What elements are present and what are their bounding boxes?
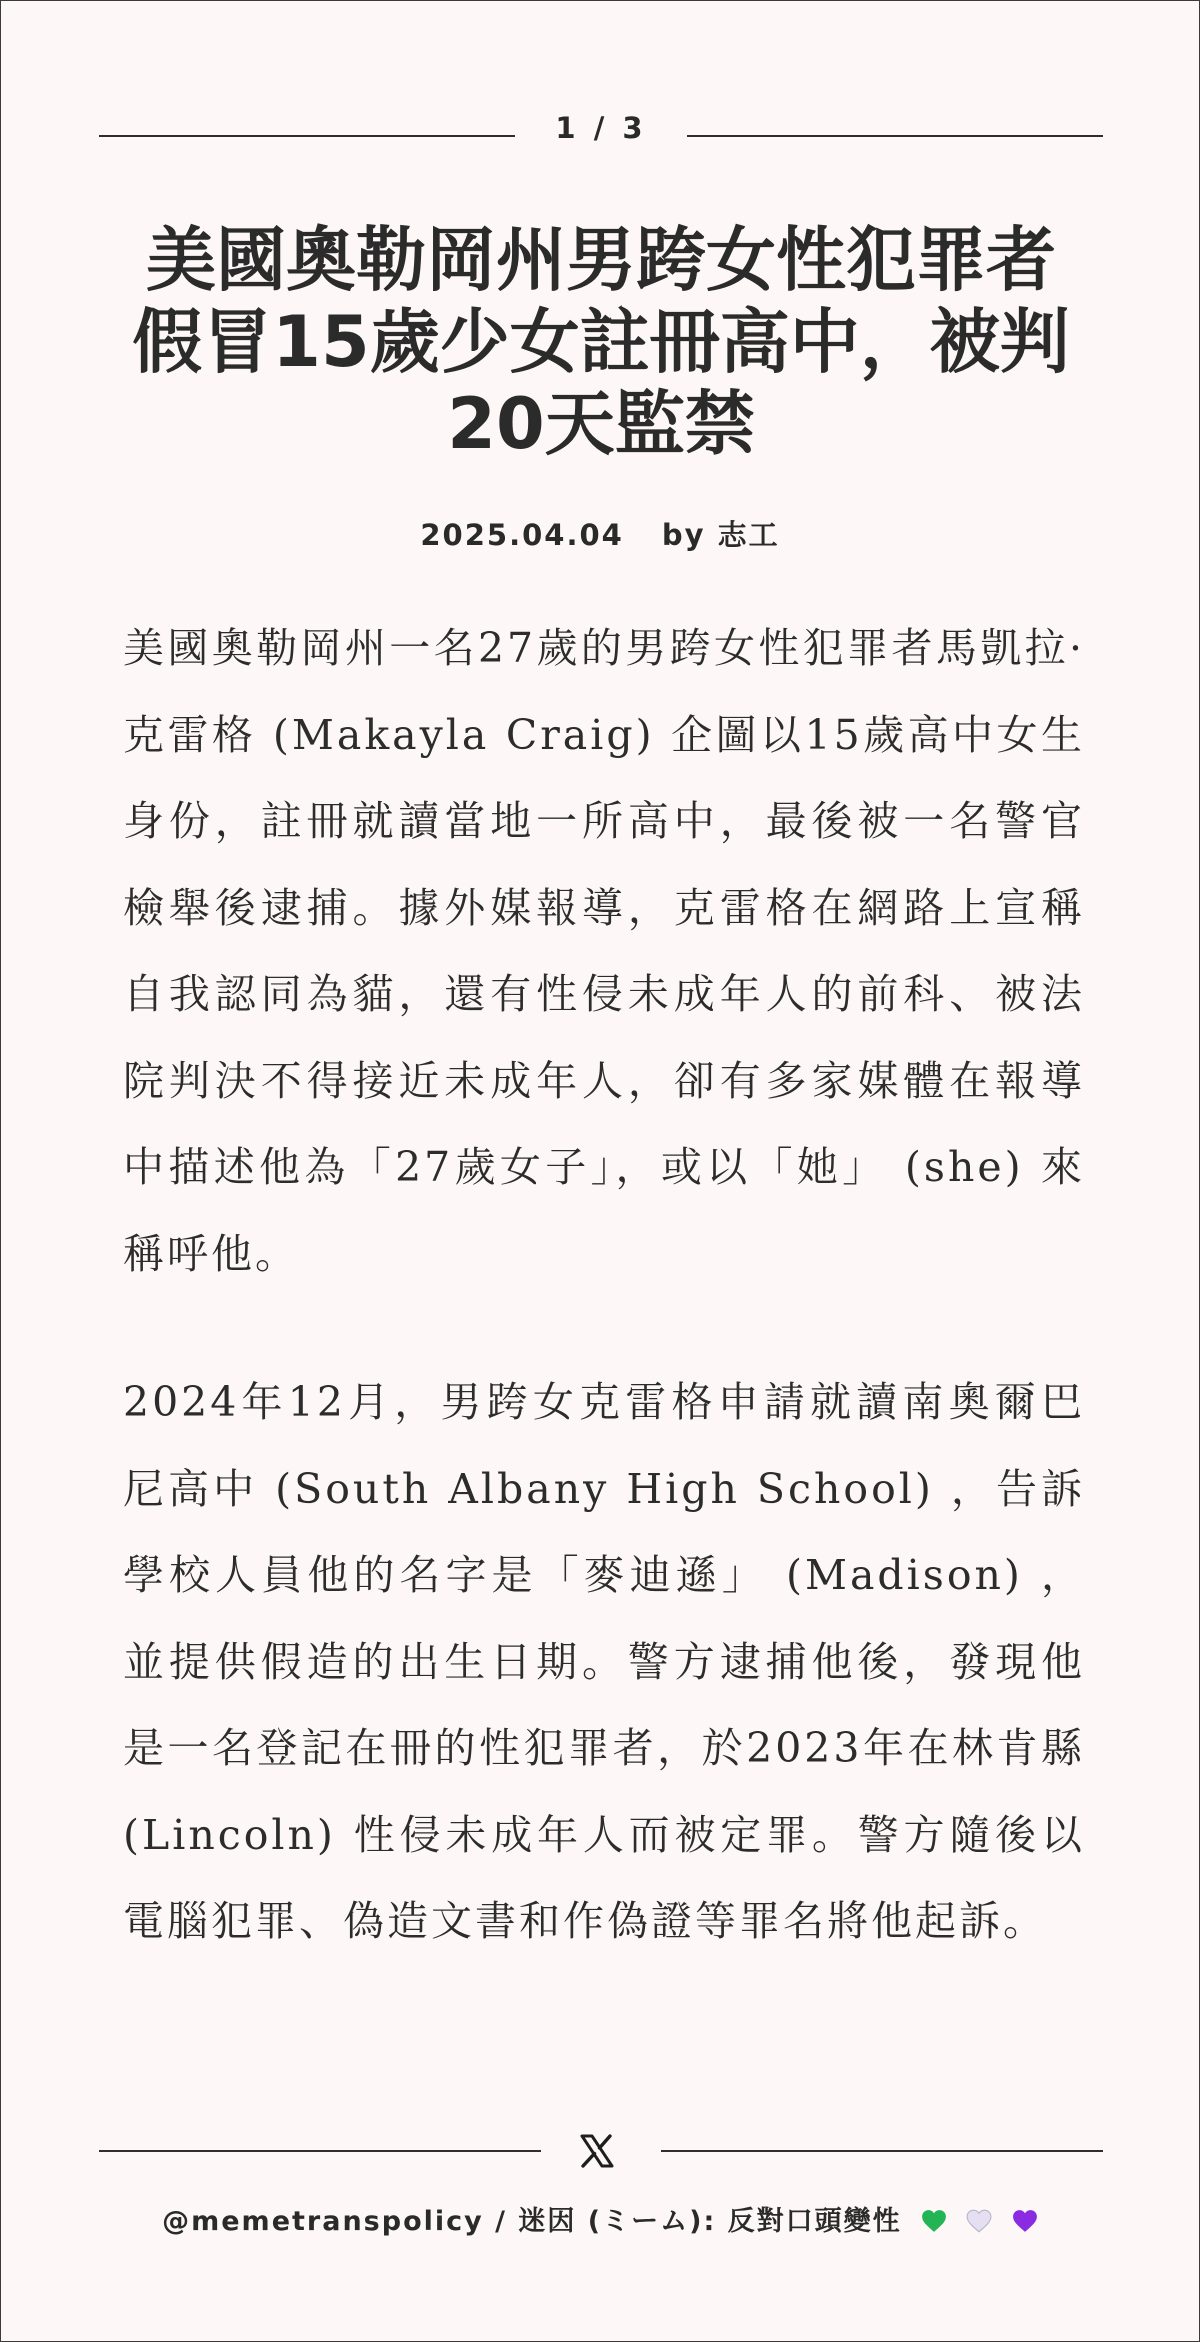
byline <box>1 513 1199 554</box>
white-heart-icon <box>966 2208 992 2234</box>
green-heart-icon <box>921 2208 947 2234</box>
article-title-line: 假冒15歲少女註冊高中，被判 <box>132 301 1070 383</box>
article-title-line: 美國奧勒岡州男跨女性犯罪者 <box>146 219 1056 301</box>
top-divider-right <box>687 135 1103 137</box>
bottom-divider-left <box>99 2150 541 2152</box>
article-title <box>61 219 1141 465</box>
bottom-divider-right <box>661 2150 1103 2152</box>
article-author: by 志工 <box>661 518 780 552</box>
account-handle: @memetranspolicy / 迷因 (ミーム): 反對口頭變性 <box>162 2206 902 2237</box>
article-paragraph: 2024年12月，男跨女克雷格申請就讀南奧爾巴尼高中 (South Albany High School) ，告訴學校人員他的名字是「麥迪遜」 (Madison) ，並提供假造的出生日期。警方逮捕他後，發現他是一名登記在冊的性犯罪者，於2023年在林肯縣 (Lincoln) 性侵未成年人而被定罪。警方隨後以電腦犯罪、偽造文書和作偽證等罪名將他起訴。 <box>123 1378 1085 1945</box>
footer-credit <box>1 2199 1199 2238</box>
article-date: 2025.04.04 <box>420 518 624 552</box>
top-divider-left <box>99 135 515 137</box>
x-logo-icon <box>579 2133 615 2169</box>
purple-heart-icon <box>1012 2208 1038 2234</box>
page-number: 1 / 3 <box>555 111 647 145</box>
article-title-line: 20天監禁 <box>447 383 755 465</box>
article-paragraph: 美國奧勒岡州一名27歲的男跨女性犯罪者馬凱拉·克雷格 (Makayla Craig) 企圖以15歲高中女生身份，註冊就讀當地一所高中，最後被一名警官檢舉後逮捕。據外媒報導，克雷格在網路上宣稱自我認同為貓，還有性侵未成年人的前科、被法院判決不得接近未成年人，卻有多家媒體在報導中描述他為「27歲女子」，或以「她」 (she) 來稱呼他。 <box>123 624 1085 1278</box>
